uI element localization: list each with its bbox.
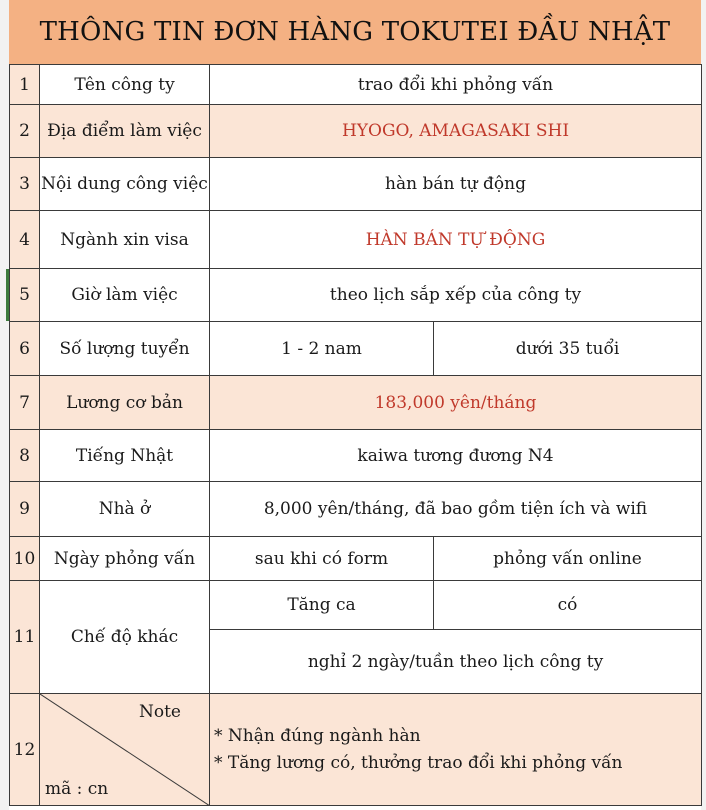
row-number: 4 [10, 211, 40, 269]
row-number: 2 [10, 105, 40, 158]
field-value: HYOGO, AMAGASAKI SHI [210, 105, 702, 158]
row-number: 8 [10, 430, 40, 482]
table-row [10, 694, 702, 806]
row-number: 1 [10, 65, 40, 105]
table-row [10, 537, 702, 581]
field-label: Nội dung công việc [40, 158, 210, 211]
table-row [10, 158, 702, 211]
note-line: * Tăng lương có, thưởng trao đổi khi phỏng vấn [214, 752, 623, 773]
field-label: Tên công ty [40, 65, 210, 105]
field-label: Tiếng Nhật [40, 430, 210, 482]
field-value-a: Tăng ca [210, 581, 434, 630]
code-label: mã : cn [45, 779, 109, 799]
row-number: 3 [10, 158, 40, 211]
note-header-cell [40, 694, 210, 806]
field-value-b: phỏng vấn online [434, 537, 702, 581]
field-label: Giờ làm việc [40, 269, 210, 322]
field-label: Số lượng tuyển [40, 322, 210, 376]
row-number: 11 [10, 581, 40, 694]
field-value-b: dưới 35 tuổi [434, 322, 702, 376]
field-value: hàn bán tự động [210, 158, 702, 211]
sheet-left-edge [0, 0, 9, 810]
field-label: Địa điểm làm việc [40, 105, 210, 158]
table-row [10, 105, 702, 158]
field-value: trao đổi khi phỏng vấn [210, 65, 702, 105]
row-number: 5 [10, 269, 40, 322]
table-row [10, 211, 702, 269]
table-row [10, 430, 702, 482]
row-number: 9 [10, 482, 40, 537]
field-value: HÀN BÁN TỰ ĐỘNG [210, 211, 702, 269]
table-row [10, 322, 702, 376]
field-value: theo lịch sắp xếp của công ty [210, 269, 702, 322]
order-info-table [9, 64, 702, 806]
table-row [10, 65, 702, 105]
field-label: Ngành xin visa [40, 211, 210, 269]
row-number: 6 [10, 322, 40, 376]
note-content [210, 694, 702, 806]
row-number: 10 [10, 537, 40, 581]
field-value: kaiwa tương đương N4 [210, 430, 702, 482]
field-value-b: có [434, 581, 702, 630]
table-row [10, 581, 702, 630]
field-label: Lương cơ bản [40, 376, 210, 430]
field-value: 183,000 yên/tháng [210, 376, 702, 430]
field-label: Ngày phỏng vấn [40, 537, 210, 581]
row-number: 7 [10, 376, 40, 430]
field-label: Chế độ khác [40, 581, 210, 694]
table-row [10, 482, 702, 537]
row-number: 12 [10, 694, 40, 806]
note-label: Note [138, 702, 181, 722]
field-value: 8,000 yên/tháng, đã bao gồm tiện ích và wifi [210, 482, 702, 537]
table-row [10, 269, 702, 322]
field-value-a: sau khi có form [210, 537, 434, 581]
field-label: Nhà ở [40, 482, 210, 537]
field-value-c: nghỉ 2 ngày/tuần theo lịch công ty [210, 630, 702, 694]
page-title: THÔNG TIN ĐƠN HÀNG TOKUTEI ĐẦU NHẬT [9, 0, 701, 64]
note-line: * Nhận đúng ngành hàn [214, 725, 421, 746]
field-value-a: 1 - 2 nam [210, 322, 434, 376]
table-row [10, 376, 702, 430]
